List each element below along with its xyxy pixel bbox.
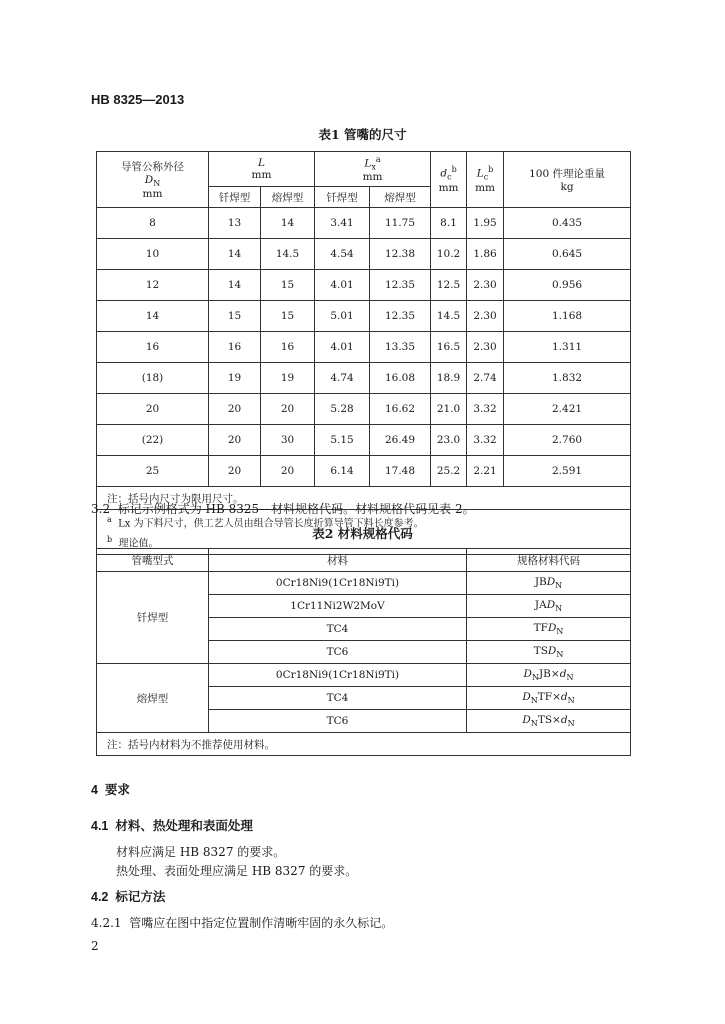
table-cell: 16 xyxy=(97,332,209,363)
table-cell: 2.30 xyxy=(467,270,504,301)
material-cell: 0Cr18Ni9(1Cr18Ni9Ti) xyxy=(209,664,467,687)
table-cell: 8.1 xyxy=(431,208,467,239)
material-code-table xyxy=(96,548,631,756)
header-lc: $L_c^b$ mm xyxy=(467,152,504,208)
table-cell: 5.28 xyxy=(315,394,370,425)
material-cell: TC4 xyxy=(209,687,467,710)
table-cell: 18.9 xyxy=(431,363,467,394)
table-cell: 12.38 xyxy=(370,239,431,270)
table-row xyxy=(97,239,631,270)
table-cell: 4.01 xyxy=(315,270,370,301)
table-cell: 2.591 xyxy=(504,456,631,487)
section-4-2-1: 4.2.1 管嘴应在图中指定位置制作清晰牢固的永久标记。 xyxy=(91,916,394,930)
table-row xyxy=(97,332,631,363)
subheader-welded-l: 熔焊型 xyxy=(261,187,315,208)
table-cell: 1.832 xyxy=(504,363,631,394)
header-type: 管嘴型式 xyxy=(97,549,209,572)
table-cell: 30 xyxy=(261,425,315,456)
table-cell: 12.35 xyxy=(370,270,431,301)
material-cell: TC6 xyxy=(209,710,467,733)
table-cell: 14 xyxy=(209,270,261,301)
table-row xyxy=(97,664,631,687)
table-row xyxy=(97,572,631,595)
table-cell: 14 xyxy=(261,208,315,239)
material-cell: TC6 xyxy=(209,641,467,664)
table-cell: (22) xyxy=(97,425,209,456)
table-cell: 5.01 xyxy=(315,301,370,332)
table-cell: 14.5 xyxy=(431,301,467,332)
table-cell: 12.5 xyxy=(431,270,467,301)
table-cell: 2.421 xyxy=(504,394,631,425)
table-cell: 15 xyxy=(261,301,315,332)
table1-caption: 表1 管嘴的尺寸 xyxy=(318,127,407,142)
table-cell: 2.760 xyxy=(504,425,631,456)
table-cell: 15 xyxy=(209,301,261,332)
table-cell: 10 xyxy=(97,239,209,270)
table-cell: 25.2 xyxy=(431,456,467,487)
table-cell: 14 xyxy=(97,301,209,332)
table-cell: 6.14 xyxy=(315,456,370,487)
table-cell: 20 xyxy=(261,394,315,425)
table-cell: 1.311 xyxy=(504,332,631,363)
table-cell: 14.5 xyxy=(261,239,315,270)
header-code: 规格材料代码 xyxy=(467,549,631,572)
table-cell: 25 xyxy=(97,456,209,487)
table-cell: 16.08 xyxy=(370,363,431,394)
table-cell: 19 xyxy=(261,363,315,394)
code-cell: $JBD_N$ xyxy=(467,572,631,595)
table-cell: 2.30 xyxy=(467,332,504,363)
subheader-welded-lx: 熔焊型 xyxy=(370,187,431,208)
table-cell: 1.95 xyxy=(467,208,504,239)
code-cell: $D_NTS\times d_N$ xyxy=(467,710,631,733)
table-cell: 15 xyxy=(261,270,315,301)
section-4-1-heading: 4.1 材料、热处理和表面处理 xyxy=(91,819,253,833)
table-cell: 20 xyxy=(97,394,209,425)
table-cell: 1.168 xyxy=(504,301,631,332)
table-cell: 12.35 xyxy=(370,301,431,332)
table-row xyxy=(97,394,631,425)
table-cell: 3.32 xyxy=(467,394,504,425)
table-row xyxy=(97,270,631,301)
type-group-cell: 熔焊型 xyxy=(97,664,209,733)
table-row xyxy=(97,208,631,239)
header-material: 材料 xyxy=(209,549,467,572)
table-cell: 2.30 xyxy=(467,301,504,332)
table-cell: 13.35 xyxy=(370,332,431,363)
table-cell: 13 xyxy=(209,208,261,239)
table-cell: 20 xyxy=(261,456,315,487)
subheader-brazed-lx: 钎焊型 xyxy=(315,187,370,208)
table-row xyxy=(97,301,631,332)
table-cell: 16 xyxy=(209,332,261,363)
material-cell: TC4 xyxy=(209,618,467,641)
material-cell: 0Cr18Ni9(1Cr18Ni9Ti) xyxy=(209,572,467,595)
table-cell: 19 xyxy=(209,363,261,394)
table-cell: 11.75 xyxy=(370,208,431,239)
table1-footnotes: $^a$ Lx 为下料尺寸，供工艺人员由组合导管长度折算导管下料长度参考。 $^b$ 理论值。 xyxy=(97,510,631,555)
table-cell: (18) xyxy=(97,363,209,394)
section-4-heading: 4 要求 xyxy=(91,783,130,797)
table-cell: 1.86 xyxy=(467,239,504,270)
table-cell: 3.41 xyxy=(315,208,370,239)
header-nominal-diameter: 导管公称外径 $D_N$ mm xyxy=(97,152,209,208)
table-cell: 2.21 xyxy=(467,456,504,487)
header-length-lx: $L_x^a$ mm xyxy=(315,152,431,187)
table2-note: 注：括号内材料为不推荐使用材料。 xyxy=(97,733,631,756)
code-cell: $TSD_N$ xyxy=(467,641,631,664)
table-cell: 4.54 xyxy=(315,239,370,270)
dimensions-table xyxy=(96,151,631,555)
subheader-brazed-l: 钎焊型 xyxy=(209,187,261,208)
code-cell: $JAD_N$ xyxy=(467,595,631,618)
table-row xyxy=(97,363,631,394)
code-cell: $TFD_N$ xyxy=(467,618,631,641)
table-row xyxy=(97,456,631,487)
section-3-2: 3.2 标记示例格式为 HB 8325—材料规格代码。材料规格代码见表 2。 xyxy=(91,502,475,516)
table-cell: 16.5 xyxy=(431,332,467,363)
table-cell: 10.2 xyxy=(431,239,467,270)
table-cell: 3.32 xyxy=(467,425,504,456)
standard-header: HB 8325—2013 xyxy=(91,92,185,107)
table-cell: 14 xyxy=(209,239,261,270)
table-cell: 0.645 xyxy=(504,239,631,270)
header-length-l: L mm xyxy=(209,152,315,187)
table-cell: 2.74 xyxy=(467,363,504,394)
table-cell: 0.956 xyxy=(504,270,631,301)
table-cell: 0.435 xyxy=(504,208,631,239)
type-group-cell: 钎焊型 xyxy=(97,572,209,664)
code-cell: $D_NTF\times d_N$ xyxy=(467,687,631,710)
table-cell: 20 xyxy=(209,425,261,456)
table-cell: 20 xyxy=(209,394,261,425)
section-4-1-line2: 热处理、表面处理应满足 HB 8327 的要求。 xyxy=(116,864,358,878)
table-cell: 4.74 xyxy=(315,363,370,394)
table-cell: 20 xyxy=(209,456,261,487)
table-cell: 5.15 xyxy=(315,425,370,456)
header-theoretical-mass: 100 件理论重量 kg xyxy=(504,152,631,208)
table-cell: 26.49 xyxy=(370,425,431,456)
table-row xyxy=(97,425,631,456)
table-cell: 23.0 xyxy=(431,425,467,456)
table-cell: 16.62 xyxy=(370,394,431,425)
table-cell: 16 xyxy=(261,332,315,363)
table-cell: 8 xyxy=(97,208,209,239)
table2-caption: 表2 材料规格代码 xyxy=(312,526,413,541)
code-cell: $D_NJB\times d_N$ xyxy=(467,664,631,687)
material-cell: 1Cr11Ni2W2MoV xyxy=(209,595,467,618)
table-cell: 21.0 xyxy=(431,394,467,425)
header-dc: $d_c^b$ mm xyxy=(431,152,467,208)
section-4-1-line1: 材料应满足 HB 8327 的要求。 xyxy=(116,845,286,859)
table-cell: 4.01 xyxy=(315,332,370,363)
table1-note: 注：括号内尺寸为限用尺寸。 xyxy=(97,487,631,510)
table-cell: 12 xyxy=(97,270,209,301)
table-cell: 17.48 xyxy=(370,456,431,487)
page-number: 2 xyxy=(91,939,99,953)
section-4-2-heading: 4.2 标记方法 xyxy=(91,890,166,904)
